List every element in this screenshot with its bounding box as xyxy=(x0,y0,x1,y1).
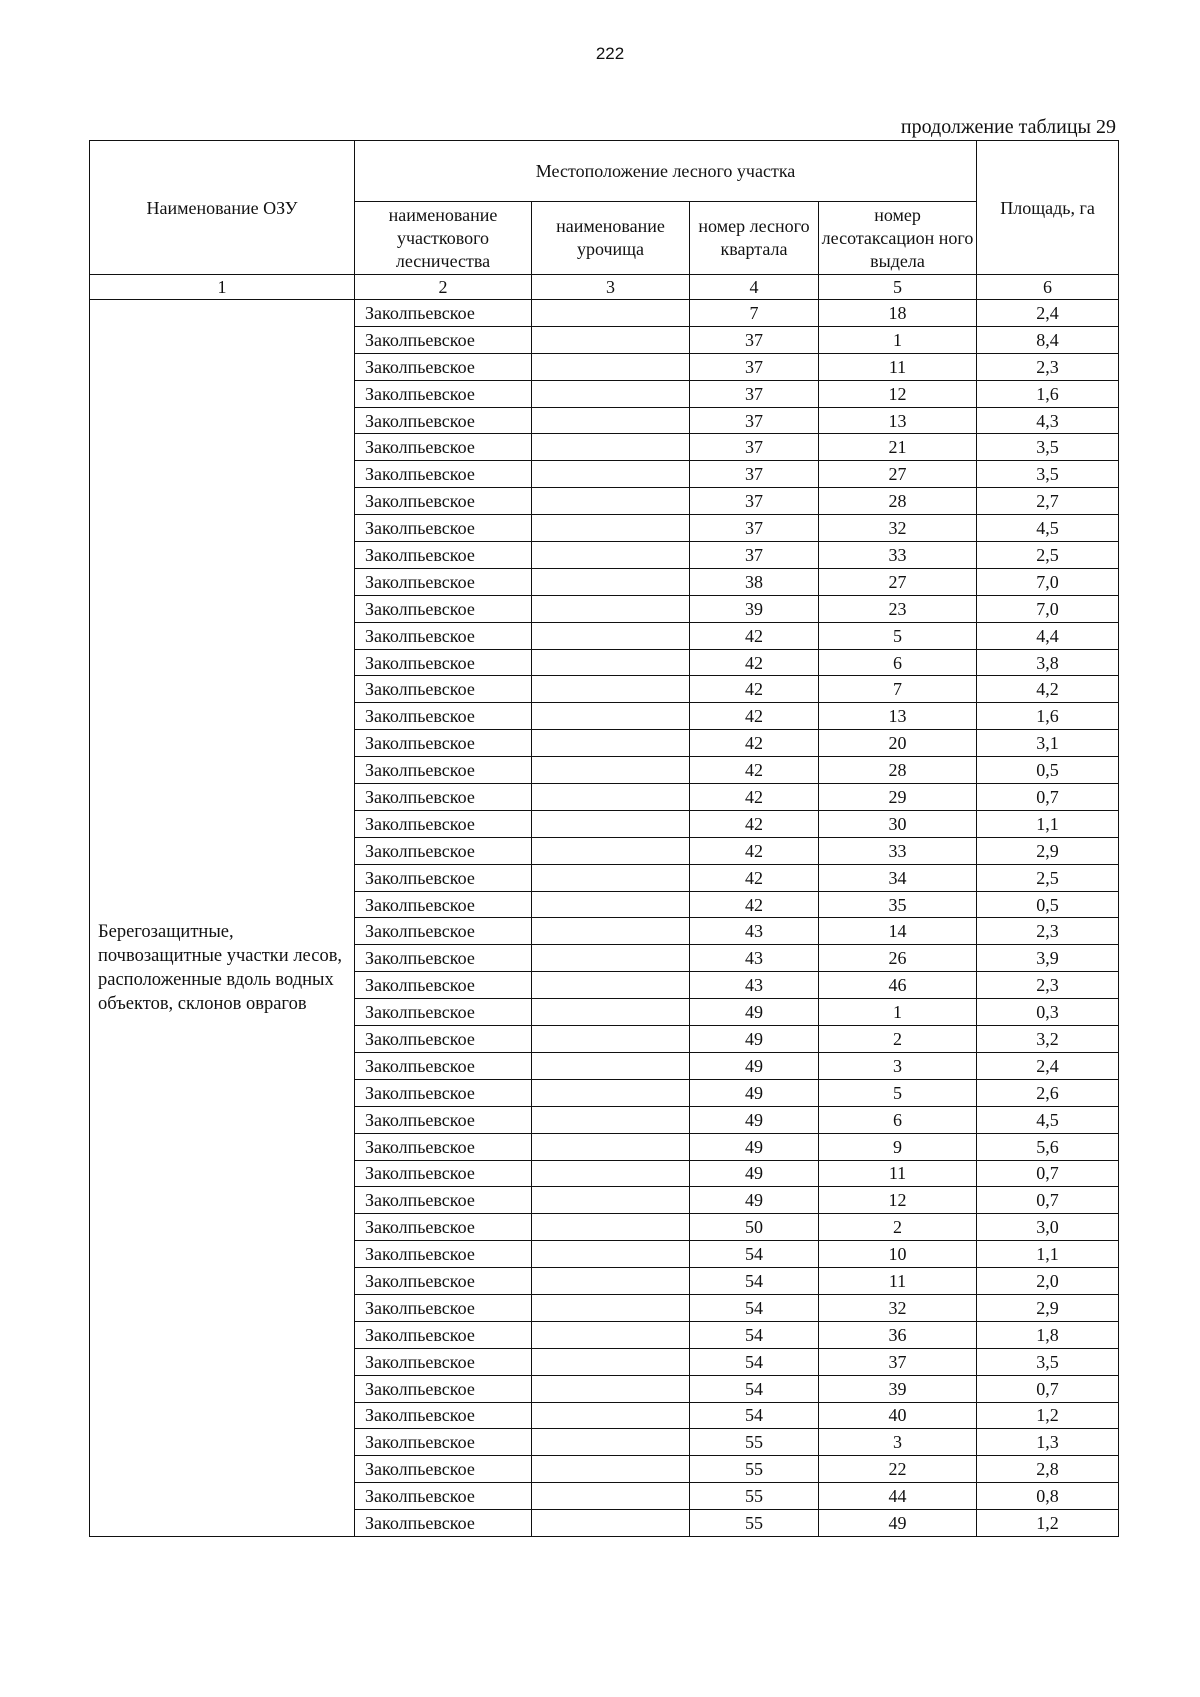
allotment-cell: 30 xyxy=(819,810,977,837)
area-cell: 2,4 xyxy=(977,300,1119,327)
tract-cell xyxy=(532,488,690,515)
quarter-cell: 54 xyxy=(690,1348,819,1375)
forestry-cell: Заколпьевское xyxy=(355,622,532,649)
quarter-cell: 37 xyxy=(690,542,819,569)
tract-cell xyxy=(532,407,690,434)
area-cell: 1,2 xyxy=(977,1402,1119,1429)
forestry-cell: Заколпьевское xyxy=(355,488,532,515)
tract-cell xyxy=(532,1456,690,1483)
forestry-cell: Заколпьевское xyxy=(355,918,532,945)
tract-cell xyxy=(532,1160,690,1187)
tract-cell xyxy=(532,703,690,730)
area-cell: 1,6 xyxy=(977,703,1119,730)
allotment-cell: 2 xyxy=(819,1026,977,1053)
area-cell: 4,5 xyxy=(977,1106,1119,1133)
forestry-cell: Заколпьевское xyxy=(355,1241,532,1268)
area-cell: 0,5 xyxy=(977,891,1119,918)
forestry-cell: Заколпьевское xyxy=(355,1429,532,1456)
area-cell: 2,8 xyxy=(977,1456,1119,1483)
area-cell: 3,1 xyxy=(977,730,1119,757)
tract-cell xyxy=(532,434,690,461)
area-cell: 2,5 xyxy=(977,864,1119,891)
area-cell: 2,9 xyxy=(977,837,1119,864)
quarter-cell: 7 xyxy=(690,300,819,327)
quarter-cell: 42 xyxy=(690,891,819,918)
tract-cell xyxy=(532,918,690,945)
tract-cell xyxy=(532,1510,690,1537)
area-cell: 0,7 xyxy=(977,784,1119,811)
forestry-cell: Заколпьевское xyxy=(355,945,532,972)
quarter-cell: 42 xyxy=(690,730,819,757)
tract-cell xyxy=(532,1294,690,1321)
quarter-cell: 43 xyxy=(690,972,819,999)
tract-cell xyxy=(532,891,690,918)
allotment-cell: 33 xyxy=(819,542,977,569)
column-number: 4 xyxy=(690,275,819,300)
allotment-cell: 7 xyxy=(819,676,977,703)
tract-cell xyxy=(532,1133,690,1160)
quarter-cell: 54 xyxy=(690,1375,819,1402)
quarter-cell: 54 xyxy=(690,1241,819,1268)
column-number: 5 xyxy=(819,275,977,300)
quarter-cell: 42 xyxy=(690,810,819,837)
tract-cell xyxy=(532,649,690,676)
tract-cell xyxy=(532,1429,690,1456)
allotment-cell: 44 xyxy=(819,1483,977,1510)
tract-cell xyxy=(532,1106,690,1133)
tract-cell xyxy=(532,326,690,353)
area-cell: 3,2 xyxy=(977,1026,1119,1053)
quarter-cell: 39 xyxy=(690,595,819,622)
area-cell: 2,3 xyxy=(977,972,1119,999)
area-cell: 3,0 xyxy=(977,1214,1119,1241)
area-cell: 1,3 xyxy=(977,1429,1119,1456)
area-cell: 4,5 xyxy=(977,515,1119,542)
quarter-cell: 49 xyxy=(690,1052,819,1079)
tract-cell xyxy=(532,1187,690,1214)
quarter-cell: 50 xyxy=(690,1214,819,1241)
tract-cell xyxy=(532,461,690,488)
allotment-cell: 36 xyxy=(819,1321,977,1348)
allotment-cell: 46 xyxy=(819,972,977,999)
allotment-cell: 40 xyxy=(819,1402,977,1429)
quarter-cell: 42 xyxy=(690,703,819,730)
area-cell: 1,8 xyxy=(977,1321,1119,1348)
allotment-cell: 5 xyxy=(819,1079,977,1106)
area-cell: 2,3 xyxy=(977,353,1119,380)
quarter-cell: 42 xyxy=(690,676,819,703)
allotment-cell: 14 xyxy=(819,918,977,945)
allotment-cell: 9 xyxy=(819,1133,977,1160)
forestry-cell: Заколпьевское xyxy=(355,1079,532,1106)
tract-cell xyxy=(532,595,690,622)
tract-cell xyxy=(532,380,690,407)
forestry-cell: Заколпьевское xyxy=(355,1214,532,1241)
quarter-cell: 54 xyxy=(690,1268,819,1295)
allotment-cell: 35 xyxy=(819,891,977,918)
area-cell: 1,6 xyxy=(977,380,1119,407)
quarter-cell: 55 xyxy=(690,1429,819,1456)
allotment-cell: 27 xyxy=(819,568,977,595)
area-cell: 1,1 xyxy=(977,1241,1119,1268)
tract-cell xyxy=(532,1348,690,1375)
area-cell: 2,0 xyxy=(977,1268,1119,1295)
forestry-cell: Заколпьевское xyxy=(355,1268,532,1295)
forestry-cell: Заколпьевское xyxy=(355,515,532,542)
quarter-cell: 42 xyxy=(690,784,819,811)
allotment-cell: 1 xyxy=(819,326,977,353)
tract-cell xyxy=(532,568,690,595)
quarter-cell: 42 xyxy=(690,622,819,649)
forestry-cell: Заколпьевское xyxy=(355,837,532,864)
forestry-cell: Заколпьевское xyxy=(355,649,532,676)
table-row xyxy=(90,300,1119,327)
allotment-cell: 2 xyxy=(819,1214,977,1241)
tract-cell xyxy=(532,999,690,1026)
allotment-cell: 21 xyxy=(819,434,977,461)
ozu-table xyxy=(89,140,1119,1537)
area-cell: 3,5 xyxy=(977,1348,1119,1375)
tract-cell xyxy=(532,1214,690,1241)
quarter-cell: 43 xyxy=(690,945,819,972)
area-cell: 2,5 xyxy=(977,542,1119,569)
allotment-cell: 32 xyxy=(819,1294,977,1321)
area-cell: 7,0 xyxy=(977,595,1119,622)
allotment-cell: 12 xyxy=(819,380,977,407)
forestry-cell: Заколпьевское xyxy=(355,1133,532,1160)
allotment-cell: 6 xyxy=(819,649,977,676)
area-cell: 0,7 xyxy=(977,1187,1119,1214)
tract-cell xyxy=(532,1241,690,1268)
quarter-cell: 37 xyxy=(690,380,819,407)
area-cell: 4,4 xyxy=(977,622,1119,649)
allotment-cell: 13 xyxy=(819,407,977,434)
area-cell: 2,6 xyxy=(977,1079,1119,1106)
allotment-cell: 27 xyxy=(819,461,977,488)
tract-cell xyxy=(532,1052,690,1079)
forestry-cell: Заколпьевское xyxy=(355,676,532,703)
area-cell: 1,2 xyxy=(977,1510,1119,1537)
tract-cell xyxy=(532,542,690,569)
ozu-category-cell: Берегозащитные, почвозащитные участки лесов, расположенные вдоль водных объектов, склонов оврагов xyxy=(90,300,355,1537)
tract-cell xyxy=(532,757,690,784)
forestry-cell: Заколпьевское xyxy=(355,1348,532,1375)
area-cell: 5,6 xyxy=(977,1133,1119,1160)
allotment-cell: 22 xyxy=(819,1456,977,1483)
table-continuation-label: продолжение таблицы 29 xyxy=(900,116,1116,138)
tract-cell xyxy=(532,676,690,703)
allotment-cell: 11 xyxy=(819,1268,977,1295)
header-tract-name: наименование урочища xyxy=(532,202,690,275)
area-cell: 4,3 xyxy=(977,407,1119,434)
allotment-cell: 23 xyxy=(819,595,977,622)
quarter-cell: 49 xyxy=(690,1160,819,1187)
quarter-cell: 42 xyxy=(690,837,819,864)
area-cell: 2,9 xyxy=(977,1294,1119,1321)
forestry-cell: Заколпьевское xyxy=(355,353,532,380)
forestry-cell: Заколпьевское xyxy=(355,434,532,461)
area-cell: 0,3 xyxy=(977,999,1119,1026)
allotment-cell: 28 xyxy=(819,488,977,515)
quarter-cell: 55 xyxy=(690,1456,819,1483)
allotment-cell: 26 xyxy=(819,945,977,972)
forestry-cell: Заколпьевское xyxy=(355,810,532,837)
header-ozu-name: Наименование ОЗУ xyxy=(90,141,355,275)
allotment-cell: 6 xyxy=(819,1106,977,1133)
quarter-cell: 54 xyxy=(690,1321,819,1348)
allotment-cell: 11 xyxy=(819,1160,977,1187)
forestry-cell: Заколпьевское xyxy=(355,1375,532,1402)
forestry-cell: Заколпьевское xyxy=(355,1106,532,1133)
quarter-cell: 42 xyxy=(690,864,819,891)
allotment-cell: 28 xyxy=(819,757,977,784)
area-cell: 4,2 xyxy=(977,676,1119,703)
tract-cell xyxy=(532,784,690,811)
tract-cell xyxy=(532,622,690,649)
quarter-cell: 43 xyxy=(690,918,819,945)
tract-cell xyxy=(532,1375,690,1402)
forestry-cell: Заколпьевское xyxy=(355,1026,532,1053)
allotment-cell: 11 xyxy=(819,353,977,380)
forestry-cell: Заколпьевское xyxy=(355,999,532,1026)
quarter-cell: 42 xyxy=(690,649,819,676)
quarter-cell: 49 xyxy=(690,1079,819,1106)
tract-cell xyxy=(532,810,690,837)
tract-cell xyxy=(532,1402,690,1429)
forestry-cell: Заколпьевское xyxy=(355,1321,532,1348)
tract-cell xyxy=(532,353,690,380)
forestry-cell: Заколпьевское xyxy=(355,1187,532,1214)
area-cell: 3,5 xyxy=(977,434,1119,461)
forestry-cell: Заколпьевское xyxy=(355,407,532,434)
header-forestry-name: наименование участкового лесничества xyxy=(355,202,532,275)
area-cell: 3,9 xyxy=(977,945,1119,972)
column-number: 3 xyxy=(532,275,690,300)
forestry-cell: Заколпьевское xyxy=(355,300,532,327)
area-cell: 2,4 xyxy=(977,1052,1119,1079)
tract-cell xyxy=(532,1483,690,1510)
quarter-cell: 54 xyxy=(690,1402,819,1429)
quarter-cell: 37 xyxy=(690,515,819,542)
allotment-cell: 13 xyxy=(819,703,977,730)
quarter-cell: 37 xyxy=(690,488,819,515)
forestry-cell: Заколпьевское xyxy=(355,784,532,811)
forestry-cell: Заколпьевское xyxy=(355,703,532,730)
tract-cell xyxy=(532,837,690,864)
allotment-cell: 33 xyxy=(819,837,977,864)
tract-cell xyxy=(532,1321,690,1348)
forestry-cell: Заколпьевское xyxy=(355,1510,532,1537)
area-cell: 2,7 xyxy=(977,488,1119,515)
allotment-cell: 29 xyxy=(819,784,977,811)
forestry-cell: Заколпьевское xyxy=(355,730,532,757)
forestry-cell: Заколпьевское xyxy=(355,891,532,918)
area-cell: 3,8 xyxy=(977,649,1119,676)
column-number: 6 xyxy=(977,275,1119,300)
tract-cell xyxy=(532,1268,690,1295)
forestry-cell: Заколпьевское xyxy=(355,1456,532,1483)
forestry-cell: Заколпьевское xyxy=(355,972,532,999)
quarter-cell: 37 xyxy=(690,407,819,434)
allotment-cell: 37 xyxy=(819,1348,977,1375)
allotment-cell: 20 xyxy=(819,730,977,757)
quarter-cell: 42 xyxy=(690,757,819,784)
area-cell: 0,7 xyxy=(977,1375,1119,1402)
quarter-cell: 37 xyxy=(690,326,819,353)
quarter-cell: 49 xyxy=(690,999,819,1026)
allotment-cell: 5 xyxy=(819,622,977,649)
quarter-cell: 38 xyxy=(690,568,819,595)
forestry-cell: Заколпьевское xyxy=(355,864,532,891)
forestry-cell: Заколпьевское xyxy=(355,326,532,353)
allotment-cell: 18 xyxy=(819,300,977,327)
tract-cell xyxy=(532,1026,690,1053)
area-cell: 0,5 xyxy=(977,757,1119,784)
area-cell: 8,4 xyxy=(977,326,1119,353)
area-cell: 3,5 xyxy=(977,461,1119,488)
allotment-cell: 1 xyxy=(819,999,977,1026)
header-allotment-number: номер лесотаксацион ного выдела xyxy=(819,202,977,275)
forestry-cell: Заколпьевское xyxy=(355,568,532,595)
allotment-cell: 39 xyxy=(819,1375,977,1402)
header-location: Местоположение лесного участка xyxy=(355,141,977,202)
allotment-cell: 49 xyxy=(819,1510,977,1537)
area-cell: 0,7 xyxy=(977,1160,1119,1187)
quarter-cell: 37 xyxy=(690,434,819,461)
forestry-cell: Заколпьевское xyxy=(355,595,532,622)
allotment-cell: 3 xyxy=(819,1429,977,1456)
area-cell: 0,8 xyxy=(977,1483,1119,1510)
area-cell: 7,0 xyxy=(977,568,1119,595)
quarter-cell: 49 xyxy=(690,1106,819,1133)
forestry-cell: Заколпьевское xyxy=(355,1294,532,1321)
area-cell: 2,3 xyxy=(977,918,1119,945)
forestry-cell: Заколпьевское xyxy=(355,1160,532,1187)
forestry-cell: Заколпьевское xyxy=(355,461,532,488)
quarter-cell: 55 xyxy=(690,1510,819,1537)
tract-cell xyxy=(532,1079,690,1106)
area-cell: 1,1 xyxy=(977,810,1119,837)
quarter-cell: 37 xyxy=(690,461,819,488)
tract-cell xyxy=(532,730,690,757)
header-quarter-number: номер лесного квартала xyxy=(690,202,819,275)
page-number: 222 xyxy=(595,44,625,63)
tract-cell xyxy=(532,864,690,891)
column-number: 1 xyxy=(90,275,355,300)
tract-cell xyxy=(532,972,690,999)
quarter-cell: 55 xyxy=(690,1483,819,1510)
column-number: 2 xyxy=(355,275,532,300)
quarter-cell: 49 xyxy=(690,1133,819,1160)
forestry-cell: Заколпьевское xyxy=(355,542,532,569)
allotment-cell: 34 xyxy=(819,864,977,891)
quarter-cell: 37 xyxy=(690,353,819,380)
tract-cell xyxy=(532,945,690,972)
quarter-cell: 49 xyxy=(690,1026,819,1053)
tract-cell xyxy=(532,300,690,327)
allotment-cell: 10 xyxy=(819,1241,977,1268)
forestry-cell: Заколпьевское xyxy=(355,1402,532,1429)
quarter-cell: 49 xyxy=(690,1187,819,1214)
table-body xyxy=(90,300,1119,1537)
forestry-cell: Заколпьевское xyxy=(355,1483,532,1510)
forestry-cell: Заколпьевское xyxy=(355,1052,532,1079)
forestry-cell: Заколпьевское xyxy=(355,757,532,784)
allotment-cell: 32 xyxy=(819,515,977,542)
tract-cell xyxy=(532,515,690,542)
quarter-cell: 54 xyxy=(690,1294,819,1321)
allotment-cell: 12 xyxy=(819,1187,977,1214)
forestry-cell: Заколпьевское xyxy=(355,380,532,407)
header-area: Площадь, га xyxy=(977,141,1119,275)
allotment-cell: 3 xyxy=(819,1052,977,1079)
